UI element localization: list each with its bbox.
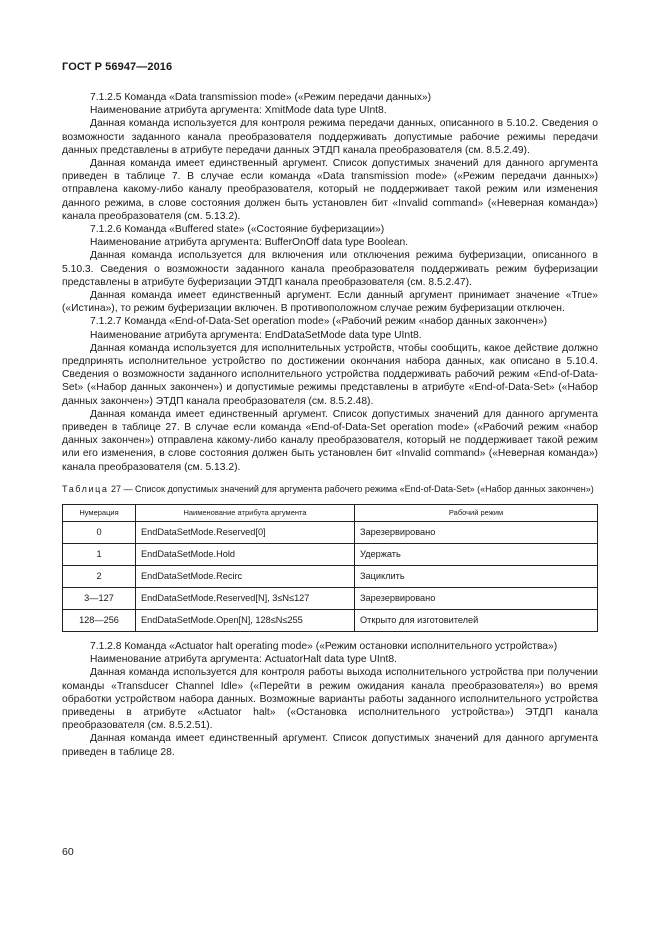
table-row	[63, 565, 598, 587]
paragraph: Наименование атрибута аргумента: EndDataSetMode data type UInt8.	[90, 329, 422, 341]
table-caption-prefix: Таблица	[62, 483, 109, 494]
table-body	[63, 521, 598, 631]
cell-mode: Зарезервировано	[355, 587, 598, 609]
table-header-row	[63, 504, 598, 521]
cell-number: 2	[63, 565, 136, 587]
paragraph: 7.1.2.7 Команда «End-of-Data-Set operation mode» («Рабочий режим «набор данных закончен»)	[90, 316, 548, 328]
paragraph: Наименование атрибута аргумента: XmitMode data type UInt8.	[90, 105, 387, 117]
document-body	[62, 91, 598, 759]
paragraph-group-a	[62, 91, 598, 474]
cell-number: 128—256	[63, 609, 136, 631]
cell-attribute: EndDataSetMode.Open[N], 128≤N≤255	[136, 609, 355, 631]
table-caption	[62, 483, 598, 495]
table-row	[63, 609, 598, 631]
paragraph-group-b	[62, 640, 598, 759]
cell-mode: Зарезервировано	[355, 521, 598, 543]
cell-mode: Зациклить	[355, 565, 598, 587]
document-header: ГОСТ Р 56947—2016	[62, 61, 173, 73]
paragraph: Данная команда имеет единственный аргумент. Список допустимых значений для данного аргумента приведен в таблице 28.	[62, 733, 598, 758]
cell-mode: Открыто для изготовителей	[355, 609, 598, 631]
table-row	[63, 587, 598, 609]
cell-attribute: EndDataSetMode.Recirc	[136, 565, 355, 587]
page-number: 60	[62, 846, 74, 858]
paragraph: Наименование атрибута аргумента: ActuatorHalt data type UInt8.	[90, 654, 397, 666]
table-row	[63, 521, 598, 543]
column-header-number: Нумерация	[63, 504, 136, 521]
paragraph: 7.1.2.6 Команда «Buffered state» («Состояние буферизации»)	[90, 224, 385, 236]
cell-number: 3—127	[63, 587, 136, 609]
cell-attribute: EndDataSetMode.Hold	[136, 543, 355, 565]
paragraph: Данная команда имеет единственный аргумент. Список допустимых значений для данного аргумента приведен в таблице 7. В случае если команда «Data transmission mode» («Режим передачи данных») отправлена какому-либо каналу преобразователя, который не поддерживает такой режим или изменения данного режима, в слове состояния должен быть установлен бит «Invalid command» («Неверная команда») канала преобразователя (см. 5.13.2).	[62, 158, 598, 222]
table-caption-text: 27 — Список допустимых значений для аргумента рабочего режима «End-of-Data-Set» («Набор данных закончен»)	[108, 483, 594, 494]
paragraph: 7.1.2.5 Команда «Data transmission mode» («Режим передачи данных»)	[90, 92, 432, 103]
paragraph: Данная команда используется для контроля режима передачи данных, описанного в 5.10.2. Сведения о возможности заданного канала преобразователя поддерживать допустимые рабочие режимы передачи данных представлены в атрибуте передачи данных ЭТДП канала преобразователя (см. 8.5.2.49).	[62, 118, 598, 156]
column-header-mode: Рабочий режим	[355, 504, 598, 521]
modes-table	[62, 504, 598, 632]
paragraph: Данная команда используется для контроля работы выхода исполнительного устройства при получении команды «Transducer Channel Idle» («Перейти в режим ожидания канала преобразователя») во время обработки устройством набора данных. Возможные варианты работы заданного исполнительного устройства приведены в атрибуте «Actuator halt» («Остановка исполнительного устройства») ЭТДП канала преобразователя (см. 8.5.2.51).	[62, 667, 598, 732]
cell-number: 1	[63, 543, 136, 565]
cell-mode: Удержать	[355, 543, 598, 565]
table-row	[63, 543, 598, 565]
cell-number: 0	[63, 521, 136, 543]
paragraph: Данная команда используется для включения или отключения режима буферизации, описанного в 5.10.3. Сведения о возможности заданного канала преобразователя поддерживать режим буферизации представлены в атрибуте буферизации ЭТДП канала преобразователя (см. 8.5.2.47).	[62, 250, 598, 288]
paragraph: Данная команда имеет единственный аргумент. Если данный аргумент принимает значение «True» («Истина»), то режим буферизации включен. В противоположном случае режим буферизации отключен.	[62, 290, 598, 315]
paragraph: Наименование атрибута аргумента: BufferOnOff data type Boolean.	[90, 237, 409, 249]
column-header-attribute: Наименование атрибута аргумента	[136, 504, 355, 521]
paragraph: Данная команда имеет единственный аргумент. Список допустимых значений для данного аргумента приведен в таблице 27. В случае если команда «End-of-Data-Set operation mode» («Рабочий режим «набор данных закончен») отправлена какому-либо каналу преобразователя, который не поддерживает такой режим или его изменения, в слове состояния должен быть установлен бит «Invalid command» («Неверная команда») канала преобразователя (см. 5.13.2).	[62, 408, 598, 473]
paragraph: Данная команда используется для исполнительных устройств, чтобы сообщить, какое действие должно предпринять исполнительное устройство по достижении окончания набора данных, как описано в 5.10.4. Сведения о возможности заданного исполнительного устройства поддерживать рабочий режим «End-of-Data-Set» («Набор данных закончен») и допустимые режимы представлены в атрибуте «End-of-Data-Set» («Набор данных закончен») ЭТДП канала преобразователя (см. 8.5.2.48).	[62, 342, 598, 407]
cell-attribute: EndDataSetMode.Reserved[0]	[136, 521, 355, 543]
cell-attribute: EndDataSetMode.Reserved[N], 3≤N≤127	[136, 587, 355, 609]
paragraph: 7.1.2.8 Команда «Actuator halt operating mode» («Режим остановки исполнительного устройства»)	[90, 640, 558, 652]
